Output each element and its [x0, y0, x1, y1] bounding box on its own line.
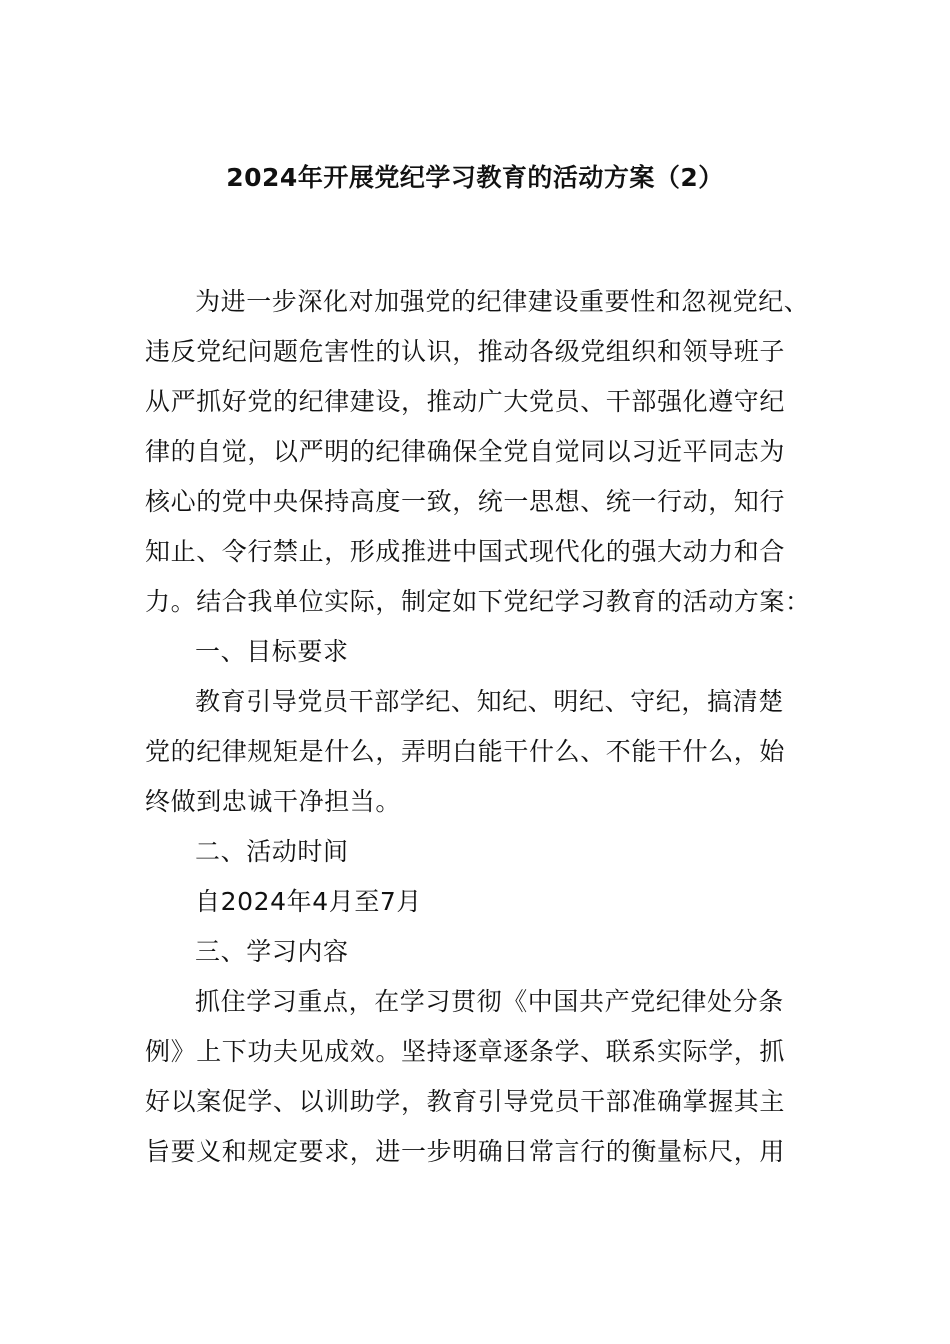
- paragraph-line: 核心的党中央保持高度一致，统一思想、统一行动，知行: [145, 487, 786, 516]
- paragraph-line: 教育引导党员干部学纪、知纪、明纪、守纪，搞清楚: [195, 687, 784, 716]
- document-title: 2024年开展党纪学习教育的活动方案（2）: [226, 163, 724, 192]
- paragraph-line: 抓住学习重点，在学习贯彻《中国共产党纪律处分条: [195, 987, 784, 1016]
- paragraph-line: 从严抓好党的纪律建设，推动广大党员、干部强化遵守纪: [145, 387, 786, 416]
- paragraph-line: 旨要义和规定要求，进一步明确日常言行的衡量标尺，用: [145, 1137, 786, 1166]
- paragraph-line: 为进一步深化对加强党的纪律建设重要性和忽视党纪、: [195, 287, 810, 316]
- section-heading: 二、活动时间: [195, 837, 349, 866]
- paragraph-line: 律的自觉，以严明的纪律确保全党自觉同以习近平同志为: [145, 437, 786, 466]
- paragraph-line: 违反党纪问题危害性的认识，推动各级党组织和领导班子: [145, 337, 786, 366]
- paragraph-line: 例》上下功夫见成效。坚持逐章逐条学、联系实际学，抓: [145, 1037, 786, 1066]
- paragraph-line: 自2024年4月至7月: [195, 887, 423, 916]
- paragraph-line: 好以案促学、以训助学，教育引导党员干部准确掌握其主: [145, 1087, 786, 1116]
- paragraph-line: 党的纪律规矩是什么，弄明白能干什么、不能干什么，始: [145, 737, 786, 766]
- paragraph-line: 力。结合我单位实际，制定如下党纪学习教育的活动方案：: [145, 587, 811, 616]
- paragraph-line: 终做到忠诚干净担当。: [145, 787, 402, 816]
- paragraph-line: 知止、令行禁止，形成推进中国式现代化的强大动力和合: [145, 537, 786, 566]
- section-heading: 三、学习内容: [195, 937, 349, 966]
- section-heading: 一、目标要求: [195, 637, 349, 666]
